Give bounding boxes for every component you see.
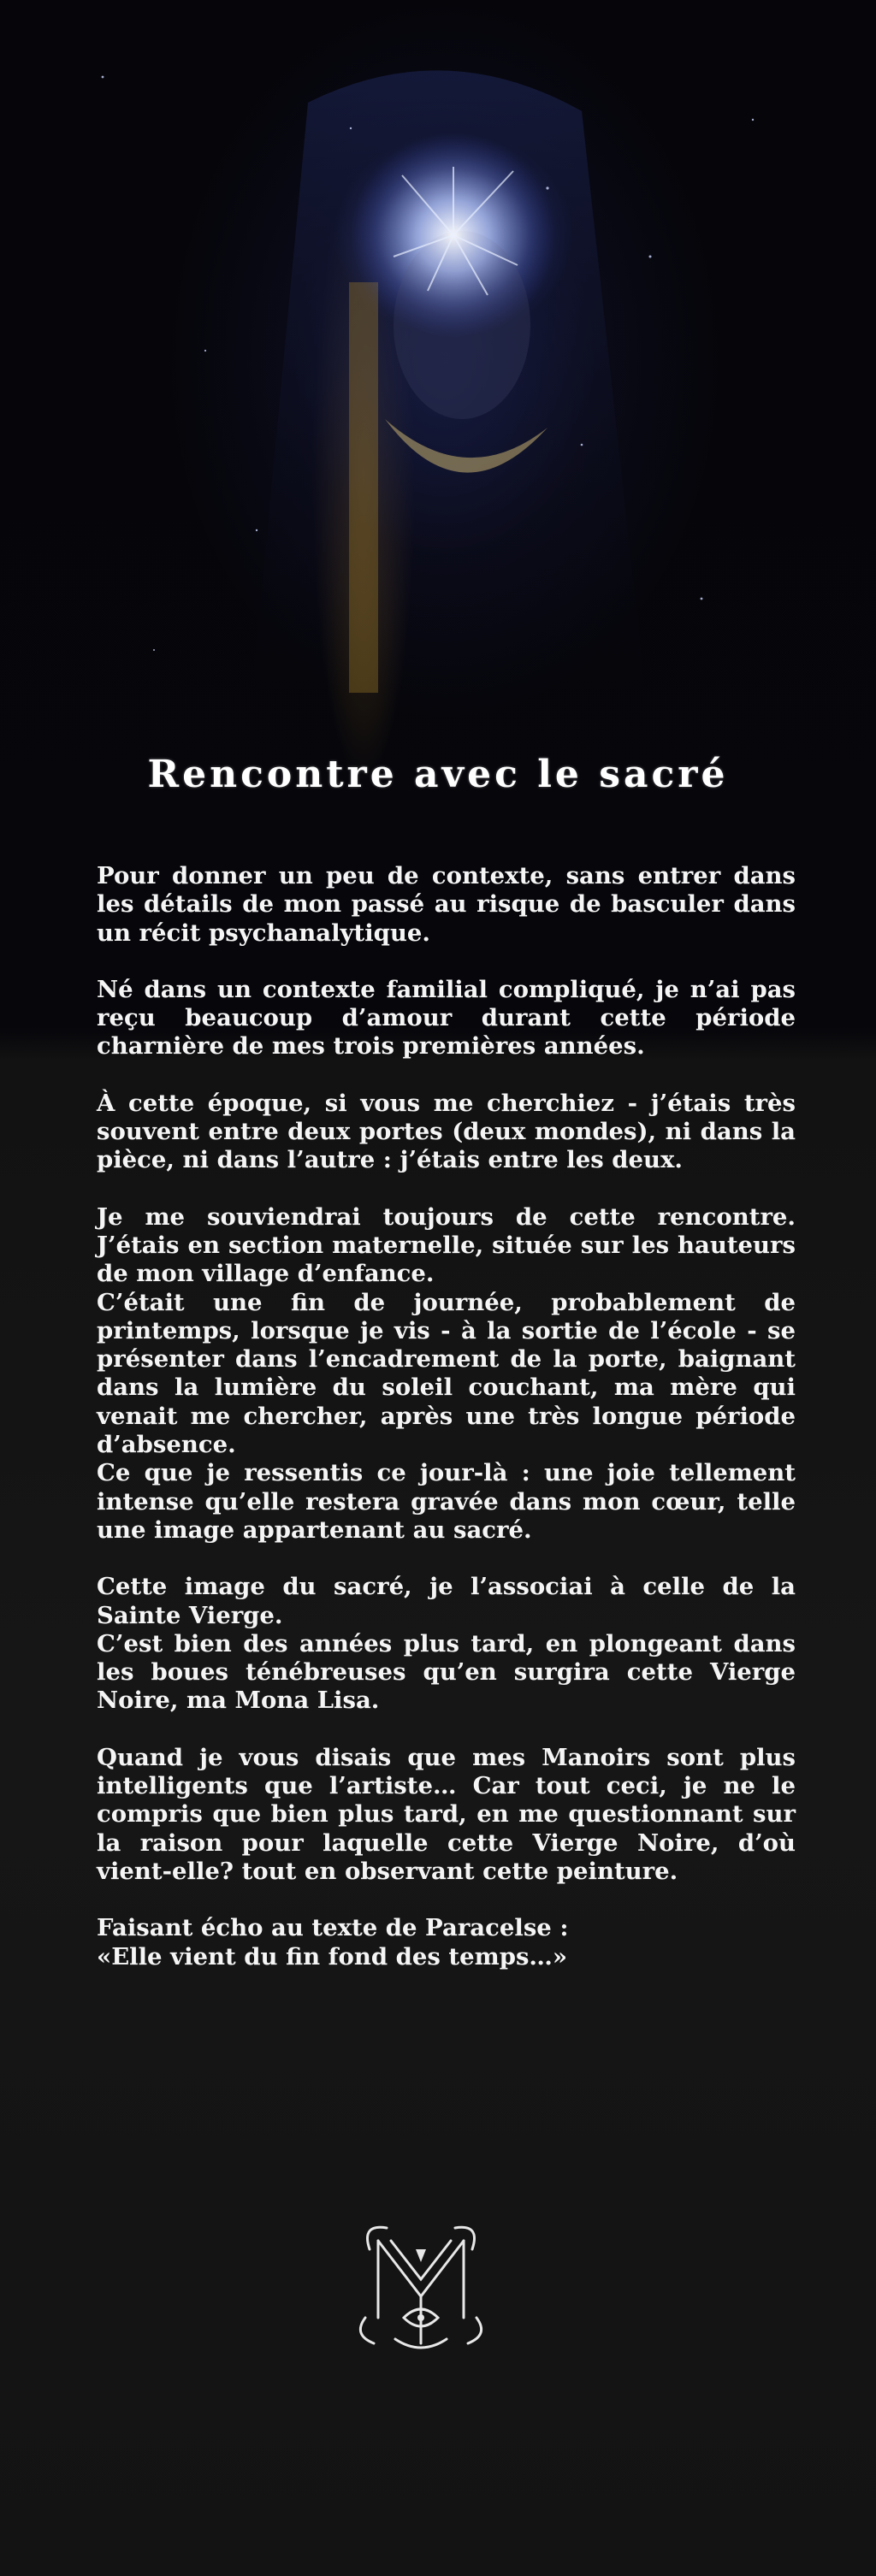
paragraph-context: [97, 862, 796, 948]
paragraph-line: Faisant écho au texte de Paracelse :: [97, 1914, 569, 1942]
paragraph-line: Pour donner un peu de contexte, sans entrer dans les détails de mon passé au risque de basculer dans un récit psychanalytique.: [97, 862, 796, 947]
paragraph-between-doors: [97, 1090, 796, 1175]
paragraph-manoirs: [97, 1744, 796, 1886]
story-text: [97, 862, 796, 2000]
paragraph-sacred-image: [97, 1573, 796, 1715]
black-madonna-painting: [0, 0, 876, 736]
paragraph-line: C’est bien des années plus tard, en plongeant dans les boues ténébreuses qu’en surgira cette Vierge Noire, ma Mona Lisa.: [97, 1629, 796, 1715]
paragraph-family: [97, 976, 796, 1061]
paragraph-encounter: [97, 1203, 796, 1545]
monogram-logo-icon: [344, 2215, 498, 2360]
paragraph-line: Cette image du sacré, je l’associai à celle de la Sainte Vierge.: [97, 1573, 796, 1629]
paragraph-line: À cette époque, si vous me cherchiez - j’étais très souvent entre deux portes (deux mondes), ni dans la pièce, ni dans l’autre : j’étais entre les deux.: [97, 1089, 796, 1174]
paragraph-line: C’était une fin de journée, probablement de printemps, lorsque je vis - à la sortie de l’école - se présenter dans l’encadrement de la porte, baignant dans la lumière du soleil couchant, ma mère qui venait me chercher, après une très longue période d’absence.: [97, 1288, 796, 1459]
paragraph-line: Né dans un contexte familial compliqué, je n’ai pas reçu beaucoup d’amour durant cette période charnière de mes trois premières années.: [97, 975, 796, 1061]
gold-streak: [349, 282, 378, 693]
paragraph-line: Je me souviendrai toujours de cette rencontre. J’étais en section maternelle, située sur les hauteurs de mon village d’enfance.: [97, 1202, 796, 1288]
paragraph-paracelse: [97, 1914, 796, 1971]
paragraph-line: Ce que je ressentis ce jour-là : une joie tellement intense qu’elle restera gravée dans mon cœur, telle une image appartenant au sacré.: [97, 1459, 796, 1544]
paragraph-quote: «Elle vient du fin fond des temps…»: [97, 1942, 568, 1970]
page-title: Rencontre avec le sacré: [147, 753, 729, 796]
paragraph-line: Quand je vous disais que mes Manoirs sont plus intelligents que l’artiste… Car tout ceci, je ne le compris que bien plus tard, en me questionnant sur la raison pour laquelle cette Vierge Noire, d’où vient-elle? tout en observant cette peinture.: [97, 1743, 796, 1885]
